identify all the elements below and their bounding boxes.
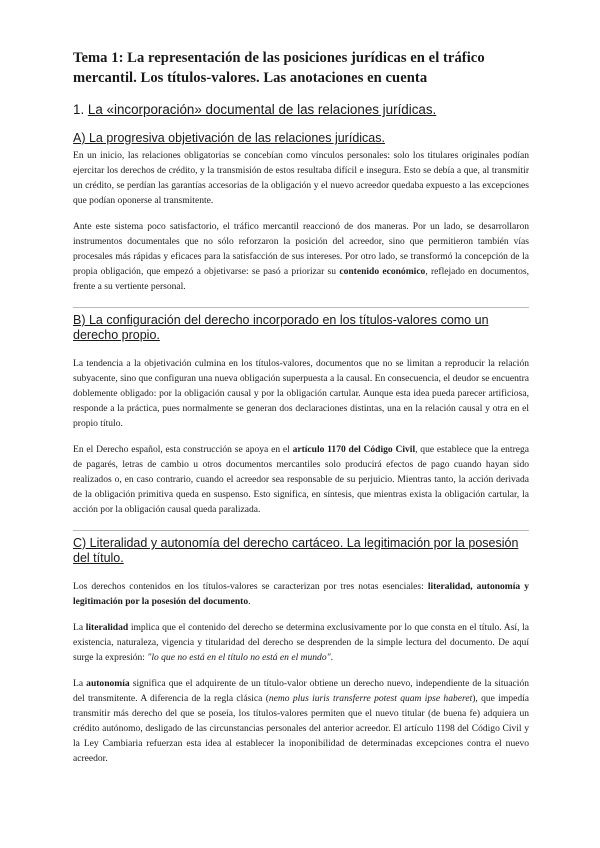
section-c-paragraph-1 <box>73 579 529 609</box>
section-a-paragraph-1: En un inicio, las relaciones obligatorias se concebían como vínculos personales: solo los titulares originales podían ejercitar los derechos de crédito, y la transmisión de estos resultaba difícil e insegura. Esto se debía a que, al transmitir un crédito, se perdían las garantías accesorias de la obligación y el nuevo acreedor quedaba expuesto a las excepciones que podían oponerse al transmitente. <box>73 150 529 206</box>
section-1-heading <box>73 101 529 118</box>
document-page <box>73 48 529 777</box>
text-run: En el Derecho español, esta construcción se apoya en el <box>73 444 293 455</box>
bold-term: autonomía <box>86 678 130 689</box>
document-title: Tema 1: La representación de las posiciones jurídicas en el tráfico mercantil. Los títulos-valores. Las anotaciones en cuenta <box>73 50 485 86</box>
text-run: significa que el adquirente de un título-valor obtiene un derecho nuevo, independiente de la situación del transmitente. A diferencia de la regla clásica ( <box>73 678 529 704</box>
bold-term: artículo 1170 del Código Civil <box>292 444 416 455</box>
text-run: . <box>330 652 333 663</box>
text-run: La <box>73 622 86 633</box>
section-b-paragraph-2 <box>73 442 529 517</box>
section-a-paragraph-2 <box>73 219 529 294</box>
text-run: ), que impedía transmitir más derecho del que se poseía, los títulos-valores permiten que el nuevo titular (de buena fe) adquiera un crédito autónomo, desligado de las circunstancias personales del anterior acreedor. El artículo 1198 del Código Civil y la Ley Cambiaria refuerzan esta idea al establecer la inoponibilidad de determinadas excepciones contra el nuevo acreedor. <box>73 693 529 764</box>
text-run: Los derechos contenidos en los títulos-valores se caracterizan por tres notas esenciales: <box>73 581 428 592</box>
section-c-paragraph-3 <box>73 676 529 766</box>
text-run: La <box>73 678 87 689</box>
section-b-heading: B) La configuración del derecho incorporado en los títulos-valores como un derecho propio. <box>73 313 489 342</box>
text-run: Ante este sistema poco satisfactorio, el tráfico mercantil reaccionó de dos maneras. Por un lado, se desarrollaron instrumentos documentales que no sólo reforzaron la posición del acreedor, sino que permitieron también vías procesales más rápidas y eficaces para la satisfacción de sus intereses. Por otro lado, se transformó la concepción de la propia obligación, que empezó a objetivarse: se pasó a priorizar su <box>73 221 529 277</box>
section-1-title: La «incorporación» documental de las relaciones jurídicas. <box>87 102 437 117</box>
text-run: , que establece que la entrega de pagarés, letras de cambio u otros documentos mercantiles solo producirá efectos de pago cuando hayan sido realizados o, en caso contrario, cuando el acreedor sea responsable de su perjuicio. Mientras tanto, la acción derivada de la obligación primitiva queda en suspenso. Esto significa, en síntesis, que mientras exista la obligación cartular, la acción por la obligación causal queda paralizada. <box>73 444 529 515</box>
bold-term: literalidad <box>85 622 129 633</box>
section-c-heading: C) Literalidad y autonomía del derecho cartáceo. La legitimación por la posesión del título. <box>73 536 519 565</box>
section-c-paragraph-2 <box>73 620 529 665</box>
section-b-paragraph-1: La tendencia a la objetivación culmina en los títulos-valores, documentos que no se limitan a reproducir la relación subyacente, sino que configuran una nueva obligación superpuesta a la causal. En consecuencia, el deudor se encuentra doblemente obligado: por la obligación causal y por la obligación cartular. Aunque esta idea pueda parecer artificiosa, responde a la práctica, pues normalmente se generan dos declaraciones distintas, una en la relación causal y otra en el propio título. <box>73 358 529 429</box>
section-divider <box>73 307 529 308</box>
section-1-number: 1. <box>73 102 85 117</box>
text-run: implica que el contenido del derecho se determina exclusivamente por lo que consta en el título. Así, la existencia, naturaleza, vigencia y titularidad del derecho se desprenden de la simple lectura del documento. De aquí surge la expresión: <box>73 622 529 663</box>
text-run: , reflejado en documentos, frente a su vertiente personal. <box>73 266 529 292</box>
bold-term: literalidad, autonomía y legitimación por la posesión del documento <box>73 581 529 607</box>
italic-latin-phrase: nemo plus iuris transferre potest quam ipse haberet <box>268 693 473 704</box>
section-a-heading: A) La progresiva objetivación de las relaciones jurídicas. <box>73 131 385 145</box>
bold-term: contenido económico <box>339 266 426 277</box>
italic-quote: "lo que no está en el título no está en el mundo" <box>147 652 331 663</box>
section-divider <box>73 530 529 531</box>
text-run: . <box>248 596 251 607</box>
